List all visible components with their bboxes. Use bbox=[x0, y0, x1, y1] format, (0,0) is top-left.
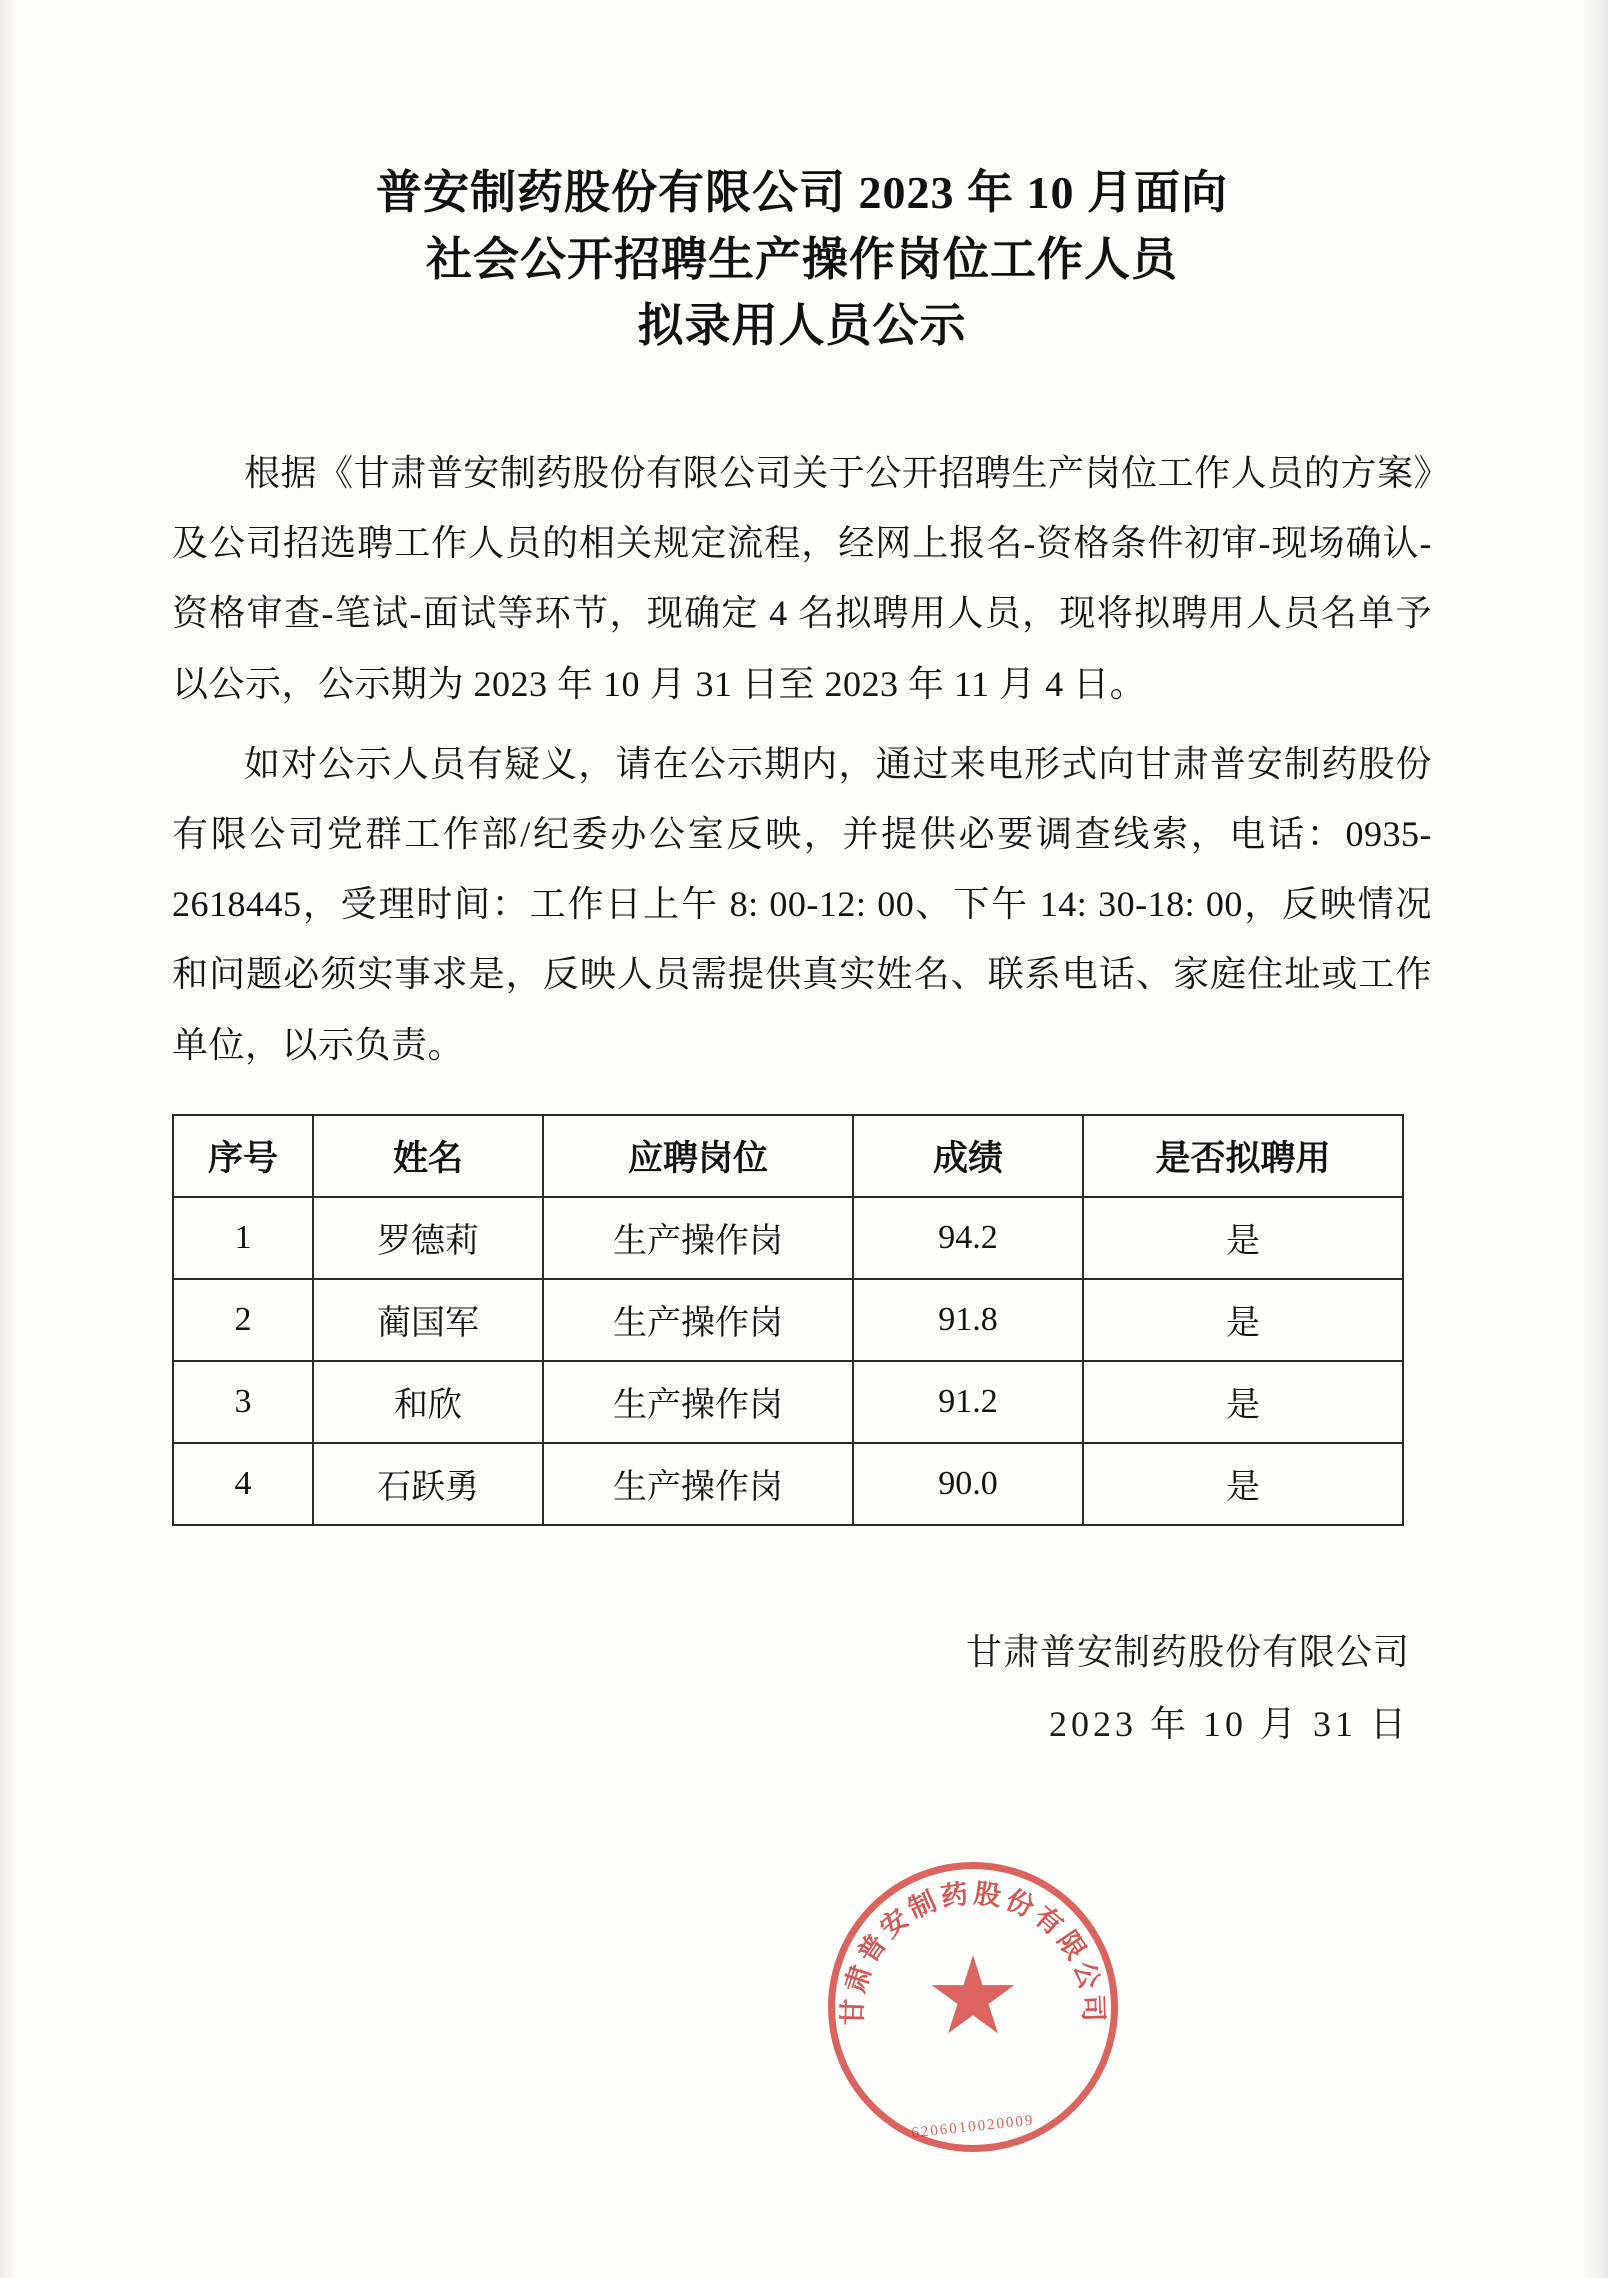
column-header-score: 成绩 bbox=[853, 1115, 1083, 1197]
cell-position: 生产操作岗 bbox=[543, 1443, 853, 1525]
column-header-hired: 是否拟聘用 bbox=[1083, 1115, 1403, 1197]
seal-number: 6206010020009 bbox=[910, 2112, 1036, 2142]
table-row bbox=[173, 1443, 1403, 1525]
seal-text-arc bbox=[828, 1862, 1118, 2152]
table-row bbox=[173, 1279, 1403, 1361]
cell-name: 蔺国军 bbox=[313, 1279, 543, 1361]
candidates-table bbox=[172, 1114, 1404, 1526]
title-line-1: 普安制药股份有限公司 2023 年 10 月面向 bbox=[376, 167, 1228, 218]
cell-position: 生产操作岗 bbox=[543, 1197, 853, 1279]
paragraph-2: 如对公示人员有疑义，请在公示期内，通过来电形式向甘肃普安制药股份有限公司党群工作部/纪委办公室反映，并提供必要调查线索，电话：0935-2618445，受理时间：工作日上午 8: 00-12: 00、下午 14: 30-18: 00，反映情况和问题必须实事求是，反映人员需提供真实姓名、联系电话、家庭住址或工作单位，以示负责。 bbox=[172, 743, 1432, 1065]
document-content bbox=[172, 160, 1432, 1760]
cell-index: 3 bbox=[173, 1361, 313, 1443]
paper-edge-left bbox=[0, 0, 18, 2278]
cell-score: 90.0 bbox=[853, 1443, 1083, 1525]
cell-score: 94.2 bbox=[853, 1197, 1083, 1279]
column-header-name: 姓名 bbox=[313, 1115, 543, 1197]
table-row bbox=[173, 1197, 1403, 1279]
svg-text:甘肃普安制药股份有限公司 bbox=[838, 1878, 1109, 2026]
table-row bbox=[173, 1361, 1403, 1443]
seal-top-text: 甘肃普安制药股份有限公司 bbox=[837, 1878, 1109, 2027]
title-line-3: 拟录用人员公示 bbox=[637, 300, 967, 352]
official-seal bbox=[828, 1862, 1118, 2152]
cell-hired: 是 bbox=[1083, 1197, 1403, 1279]
cell-hired: 是 bbox=[1083, 1443, 1403, 1525]
cell-name: 罗德莉 bbox=[313, 1197, 543, 1279]
column-header-position: 应聘岗位 bbox=[543, 1115, 853, 1197]
cell-index: 1 bbox=[173, 1197, 313, 1279]
title-line-2: 社会公开招聘生产操作岗位工作人员 bbox=[426, 233, 1178, 285]
cell-name: 石跃勇 bbox=[313, 1443, 543, 1525]
signature-date: 2023 年 10 月 31 日 bbox=[1048, 1703, 1410, 1744]
signature-block bbox=[172, 1616, 1432, 1760]
cell-score: 91.2 bbox=[853, 1361, 1083, 1443]
paragraph-1: 根据《甘肃普安制药股份有限公司关于公开招聘生产岗位工作人员的方案》及公司招选聘工作人员的相关规定流程，经网上报名-资格条件初审-现场确认-资格审查-笔试-面试等环节，现确定 4 名拟聘用人员，现将拟聘用人员名单予以公示，公示期为 2023 年 10 月 31 日至 2023 年 11 月 4 日。 bbox=[172, 453, 1432, 704]
signature-organization: 甘肃普安制药股份有限公司 bbox=[965, 1631, 1410, 1672]
cell-name: 和欣 bbox=[313, 1361, 543, 1443]
cell-position: 生产操作岗 bbox=[543, 1279, 853, 1361]
cell-position: 生产操作岗 bbox=[543, 1361, 853, 1443]
paper-edge-right bbox=[1582, 0, 1608, 2278]
seal-ring bbox=[809, 1843, 1137, 2171]
cell-score: 91.8 bbox=[853, 1279, 1083, 1361]
cell-hired: 是 bbox=[1083, 1279, 1403, 1361]
body-text bbox=[172, 438, 1432, 1080]
seal-star-icon bbox=[930, 1955, 1016, 2041]
page-title bbox=[172, 160, 1432, 360]
table-header-row bbox=[173, 1115, 1403, 1197]
cell-index: 2 bbox=[173, 1279, 313, 1361]
cell-index: 4 bbox=[173, 1443, 313, 1525]
cell-hired: 是 bbox=[1083, 1361, 1403, 1443]
column-header-index: 序号 bbox=[173, 1115, 313, 1197]
